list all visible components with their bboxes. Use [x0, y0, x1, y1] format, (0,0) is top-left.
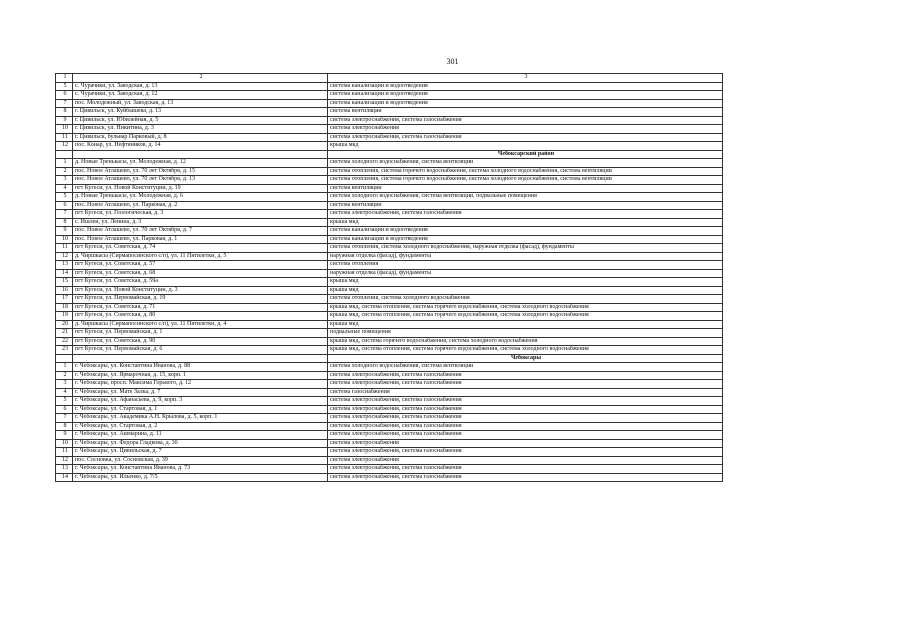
table-row — [56, 133, 723, 142]
row-number-cell: 5 — [56, 193, 73, 202]
row-works-cell: система отопления, система горячего водоснабжения, система холодного водоснабжения, система вентиляции — [328, 176, 723, 185]
row-works-cell: система электроснабжения, система газоснабжения — [328, 116, 723, 125]
row-number-cell: 10 — [56, 235, 73, 244]
row-address-cell: пгт Кугеси, ул. Первомайская, д. 6 — [73, 346, 328, 355]
row-number-cell: 12 — [56, 456, 73, 465]
row-works-cell: система электроснабжения, система газоснабжения — [328, 414, 723, 423]
row-address-cell: пос. Молодежный, ул. Заводская, д. 13 — [73, 99, 328, 108]
row-number-cell: 13 — [56, 261, 73, 270]
row-address-cell: д. Чиршкасы (Сирмапосинского с/п), ул. 11 Пятилетки, д. 4 — [73, 320, 328, 329]
section-title: Чебоксары — [328, 354, 723, 363]
row-works-cell: крыша мкд — [328, 320, 723, 329]
row-works-cell: система электроснабжения, система газоснабжения — [328, 380, 723, 389]
row-works-cell: система отопления, система холодного водоснабжения — [328, 295, 723, 304]
row-address-cell: пгт Кугеси, ул. Геологическая, д. 3 — [73, 210, 328, 219]
table-row — [56, 261, 723, 270]
row-address-cell: д. Новые Тренькасы, ул. Молодежная, д. 6 — [73, 193, 328, 202]
row-address-cell: г. Чебоксары, ул. Академика А.Н. Крылова, д. 5, корп. 1 — [73, 414, 328, 423]
table-row — [56, 405, 723, 414]
table-row — [56, 201, 723, 210]
row-number-cell: 11 — [56, 448, 73, 457]
row-number-cell: 20 — [56, 320, 73, 329]
table-row — [56, 312, 723, 321]
row-address-cell: пгт Кугеси, ул. Новой Конституции, д. 3 — [73, 286, 328, 295]
row-address-cell: пос. Новое Атлашево, ул. 70 лет Октября, д. 15 — [73, 167, 328, 176]
row-works-cell: система электроснабжения, система газоснабжения — [328, 405, 723, 414]
row-number-cell: 11 — [56, 133, 73, 142]
row-number-cell: 23 — [56, 346, 73, 355]
table-row — [56, 465, 723, 474]
row-number-cell: 1 — [56, 363, 73, 372]
row-number-cell: 18 — [56, 303, 73, 312]
row-works-cell: система электроснабжения, система газоснабжения — [328, 133, 723, 142]
row-works-cell: система канализации и водоотведения — [328, 82, 723, 91]
row-works-cell: система электроснабжения, система газоснабжения — [328, 473, 723, 482]
table-row — [56, 125, 723, 134]
row-number-cell: 10 — [56, 125, 73, 134]
row-address-cell: с. Чурачики, ул. Заводская, д. 12 — [73, 91, 328, 100]
row-works-cell: система вентиляции — [328, 201, 723, 210]
table-row — [56, 269, 723, 278]
table-row — [56, 278, 723, 287]
row-address-cell: г. Чебоксары, ул. Константина Иванова, д. 88 — [73, 363, 328, 372]
row-number-cell: 7 — [56, 210, 73, 219]
table-row — [56, 142, 723, 151]
row-address-cell: пос. Новое Атлашево, ул. Парковая, д. 1 — [73, 235, 328, 244]
row-address-cell: г. Чебоксары, ул. Ильенко, д. 7/5 — [73, 473, 328, 482]
row-number-cell: 9 — [56, 227, 73, 236]
row-number-cell: 4 — [56, 388, 73, 397]
row-address-cell: с. Чурачики, ул. Заводская, д. 13 — [73, 82, 328, 91]
row-works-cell: крыша мкд — [328, 278, 723, 287]
row-works-cell: крыша мкд — [328, 218, 723, 227]
row-number-cell: 12 — [56, 252, 73, 261]
row-address-cell: пгт Кугеси, ул. Советская, д. 74 — [73, 244, 328, 253]
row-works-cell: система отопления, система горячего водоснабжения, система холодного водоснабжения, система вентиляции — [328, 167, 723, 176]
row-address-cell: г. Цивильск, ул. Юбилейная, д. 5 — [73, 116, 328, 125]
table-row — [56, 193, 723, 202]
row-number-cell: 1 — [56, 159, 73, 168]
row-number-cell: 5 — [56, 397, 73, 406]
row-works-cell: система электроснабжения, система газоснабжения — [328, 431, 723, 440]
table-row — [56, 422, 723, 431]
row-number-cell: 4 — [56, 184, 73, 193]
row-number-cell: 12 — [56, 142, 73, 151]
table-header-row — [56, 74, 723, 83]
registry-table-body — [56, 74, 723, 482]
section-row — [56, 354, 723, 363]
row-number-cell: 9 — [56, 116, 73, 125]
table-row — [56, 286, 723, 295]
table-row — [56, 159, 723, 168]
row-works-cell: система электроснабжения, система газоснабжения — [328, 397, 723, 406]
table-row — [56, 108, 723, 117]
row-number-cell: 6 — [56, 91, 73, 100]
row-works-cell: крыша мкд — [328, 142, 723, 151]
row-number-cell: 10 — [56, 439, 73, 448]
row-number-cell: 15 — [56, 278, 73, 287]
section-row — [56, 150, 723, 159]
row-address-cell: пгт Кугеси, ул. Новой Конституции, д. 19 — [73, 184, 328, 193]
row-works-cell: система электроснабжения, система газоснабжения — [328, 448, 723, 457]
table-row — [56, 431, 723, 440]
table-row — [56, 184, 723, 193]
row-address-cell: г. Чебоксары, ул. Мате Залка, д. 7 — [73, 388, 328, 397]
row-address-cell: г. Чебоксары, ул. Цивильская, д. 7 — [73, 448, 328, 457]
row-address-cell: г. Цивильск, ул. Никитина, д. 3 — [73, 125, 328, 134]
row-address-cell: пос. Новое Атлашево, ул. 70 лет Октября, д. 13 — [73, 176, 328, 185]
row-works-cell: крыша мкд, система отопления, система горячего водоснабжения, система холодного водоснабжения — [328, 312, 723, 321]
table-row — [56, 414, 723, 423]
table-row — [56, 82, 723, 91]
row-address-cell: г. Чебоксары, ул. Стартовая, д. 2 — [73, 422, 328, 431]
row-works-cell: система электроснабжения — [328, 439, 723, 448]
row-works-cell: крыша мкд, система горячего водоснабжения, система холодного водоснабжения — [328, 337, 723, 346]
table-row — [56, 329, 723, 338]
row-address-cell: г. Чебоксары, ул. Ярмарочная, д. 15, корп. 1 — [73, 371, 328, 380]
row-works-cell: система холодного водоснабжения, система вентиляции, подвальные помещения — [328, 193, 723, 202]
row-number-cell: 16 — [56, 286, 73, 295]
row-works-cell: система газоснабжения — [328, 388, 723, 397]
table-row — [56, 295, 723, 304]
table-row — [56, 91, 723, 100]
row-address-cell: пгт Кугеси, ул. Советская, д. 59а — [73, 278, 328, 287]
row-address-cell: пгт Кугеси, ул. Советская, д. 90 — [73, 337, 328, 346]
row-number-cell: 8 — [56, 218, 73, 227]
row-address-cell: г. Чебоксары, ул. Афанасьева, д. 9, корп. 3 — [73, 397, 328, 406]
table-row — [56, 320, 723, 329]
row-works-cell: крыша мкд, система отопления, система горячего водоснабжения, система холодного водоснабжения — [328, 346, 723, 355]
row-works-cell: система электроснабжения, система газоснабжения — [328, 371, 723, 380]
row-number-cell: 17 — [56, 295, 73, 304]
row-number-cell: 22 — [56, 337, 73, 346]
table-row — [56, 473, 723, 482]
table-row — [56, 116, 723, 125]
row-address-cell: г. Цивильск, ул. Куйбышева, д. 13 — [73, 108, 328, 117]
row-works-cell: система отопления, система холодного водоснабжения, наружная отделка (фасад), фундаменты — [328, 244, 723, 253]
header-cell-address: 2 — [73, 74, 328, 83]
row-number-cell: 9 — [56, 431, 73, 440]
row-address-cell: пос. Сосновка, ул. Сосновская, д. 39 — [73, 456, 328, 465]
table-row — [56, 397, 723, 406]
table-row — [56, 303, 723, 312]
row-address-cell: пос. Новое Атлашево, ул. Парковая, д. 2 — [73, 201, 328, 210]
table-row — [56, 346, 723, 355]
table-row — [56, 337, 723, 346]
row-works-cell: система отопления — [328, 261, 723, 270]
table-row — [56, 388, 723, 397]
row-address-cell: пос. Новое Атлашево, ул. 70 лет Октября, д. 7 — [73, 227, 328, 236]
row-works-cell: система электроснабжения, система газоснабжения — [328, 422, 723, 431]
table-row — [56, 176, 723, 185]
section-empty-cell — [56, 354, 73, 363]
table-row — [56, 252, 723, 261]
row-works-cell: подвальные помещения — [328, 329, 723, 338]
row-address-cell: г. Чебоксары, ул. Константина Иванова, д. 73 — [73, 465, 328, 474]
row-address-cell: пгт Кугеси, ул. Первомайская, д. 1 — [73, 329, 328, 338]
row-number-cell: 11 — [56, 244, 73, 253]
row-number-cell: 14 — [56, 269, 73, 278]
row-works-cell: система электроснабжения, система газоснабжения — [328, 210, 723, 219]
section-empty-cell — [73, 150, 328, 159]
row-works-cell: система электроснабжения, система газоснабжения — [328, 465, 723, 474]
row-number-cell: 8 — [56, 422, 73, 431]
row-works-cell: система электроснабжения — [328, 125, 723, 134]
row-address-cell: пгт Кугеси, ул. Советская, д. 57 — [73, 261, 328, 270]
table-row — [56, 244, 723, 253]
table-row — [56, 167, 723, 176]
row-works-cell: система канализации и водоотведения — [328, 235, 723, 244]
row-number-cell: 5 — [56, 82, 73, 91]
row-address-cell: г. Чебоксары, ул. Стартовая, д. 1 — [73, 405, 328, 414]
table-row — [56, 235, 723, 244]
row-number-cell: 2 — [56, 167, 73, 176]
table-row — [56, 456, 723, 465]
row-address-cell: г. Чебоксары, просп. Максима Горького, д. 12 — [73, 380, 328, 389]
table-row — [56, 439, 723, 448]
page-number: 301 — [446, 57, 459, 66]
row-number-cell: 2 — [56, 371, 73, 380]
row-number-cell: 3 — [56, 380, 73, 389]
row-address-cell: пгт Кугеси, ул. Советская, д. 80 — [73, 312, 328, 321]
row-works-cell: система канализации и водоотведения — [328, 91, 723, 100]
row-address-cell: с. Ишлеи, ул. Ленина, д. 3 — [73, 218, 328, 227]
row-works-cell: система канализации и водоотведения — [328, 227, 723, 236]
row-works-cell: система канализации и водоотведения — [328, 99, 723, 108]
row-address-cell: д. Новые Тренькасы, ул. Молодежная, д. 12 — [73, 159, 328, 168]
row-number-cell: 19 — [56, 312, 73, 321]
section-title: Чебоксарский район — [328, 150, 723, 159]
row-address-cell: пгт Кугеси, ул. Советская, д. 71 — [73, 303, 328, 312]
header-cell-works: 3 — [328, 74, 723, 83]
row-address-cell: г. Цивильск, бульвар Парковый, д. 8 — [73, 133, 328, 142]
row-works-cell: система вентиляции — [328, 184, 723, 193]
row-works-cell: крыша мкд, система отопления, система горячего водоснабжения, система холодного водоснабжения — [328, 303, 723, 312]
table-row — [56, 380, 723, 389]
row-works-cell: система вентиляции — [328, 108, 723, 117]
table-row — [56, 218, 723, 227]
row-address-cell: пгт Кугеси, ул. Первомайская, д. 19 — [73, 295, 328, 304]
table-row — [56, 371, 723, 380]
table-row — [56, 210, 723, 219]
row-number-cell: 14 — [56, 473, 73, 482]
row-number-cell: 6 — [56, 201, 73, 210]
row-works-cell: крыша мкд — [328, 286, 723, 295]
row-works-cell: система электроснабжения — [328, 456, 723, 465]
row-number-cell: 7 — [56, 99, 73, 108]
row-number-cell: 3 — [56, 176, 73, 185]
row-number-cell: 7 — [56, 414, 73, 423]
row-number-cell: 21 — [56, 329, 73, 338]
row-works-cell: наружная отделка (фасад), фундаменты — [328, 269, 723, 278]
section-empty-cell — [56, 150, 73, 159]
row-works-cell: система холодного водоснабжения, система вентиляции — [328, 159, 723, 168]
registry-table — [55, 73, 723, 482]
row-address-cell: пос. Конар, ул. Нефтяников, д. 14 — [73, 142, 328, 151]
table-row — [56, 99, 723, 108]
row-number-cell: 6 — [56, 405, 73, 414]
row-number-cell: 8 — [56, 108, 73, 117]
row-address-cell: пгт Кугеси, ул. Советская, д. 68 — [73, 269, 328, 278]
table-row — [56, 363, 723, 372]
row-works-cell: система холодного водоснабжения, система вентиляции — [328, 363, 723, 372]
row-works-cell: наружная отделка (фасад), фундаменты — [328, 252, 723, 261]
row-address-cell: г. Чебоксары, ул. Ашмарина, д. 11 — [73, 431, 328, 440]
row-address-cell: г. Чебоксары, ул. Федора Гладкова, д. 30 — [73, 439, 328, 448]
table-row — [56, 448, 723, 457]
table-row — [56, 227, 723, 236]
section-empty-cell — [73, 354, 328, 363]
header-cell-number: 1 — [56, 74, 73, 83]
row-address-cell: д. Чиршкасы (Сирмапосинского с/п), ул. 11 Пятилетки, д. 5 — [73, 252, 328, 261]
row-number-cell: 13 — [56, 465, 73, 474]
